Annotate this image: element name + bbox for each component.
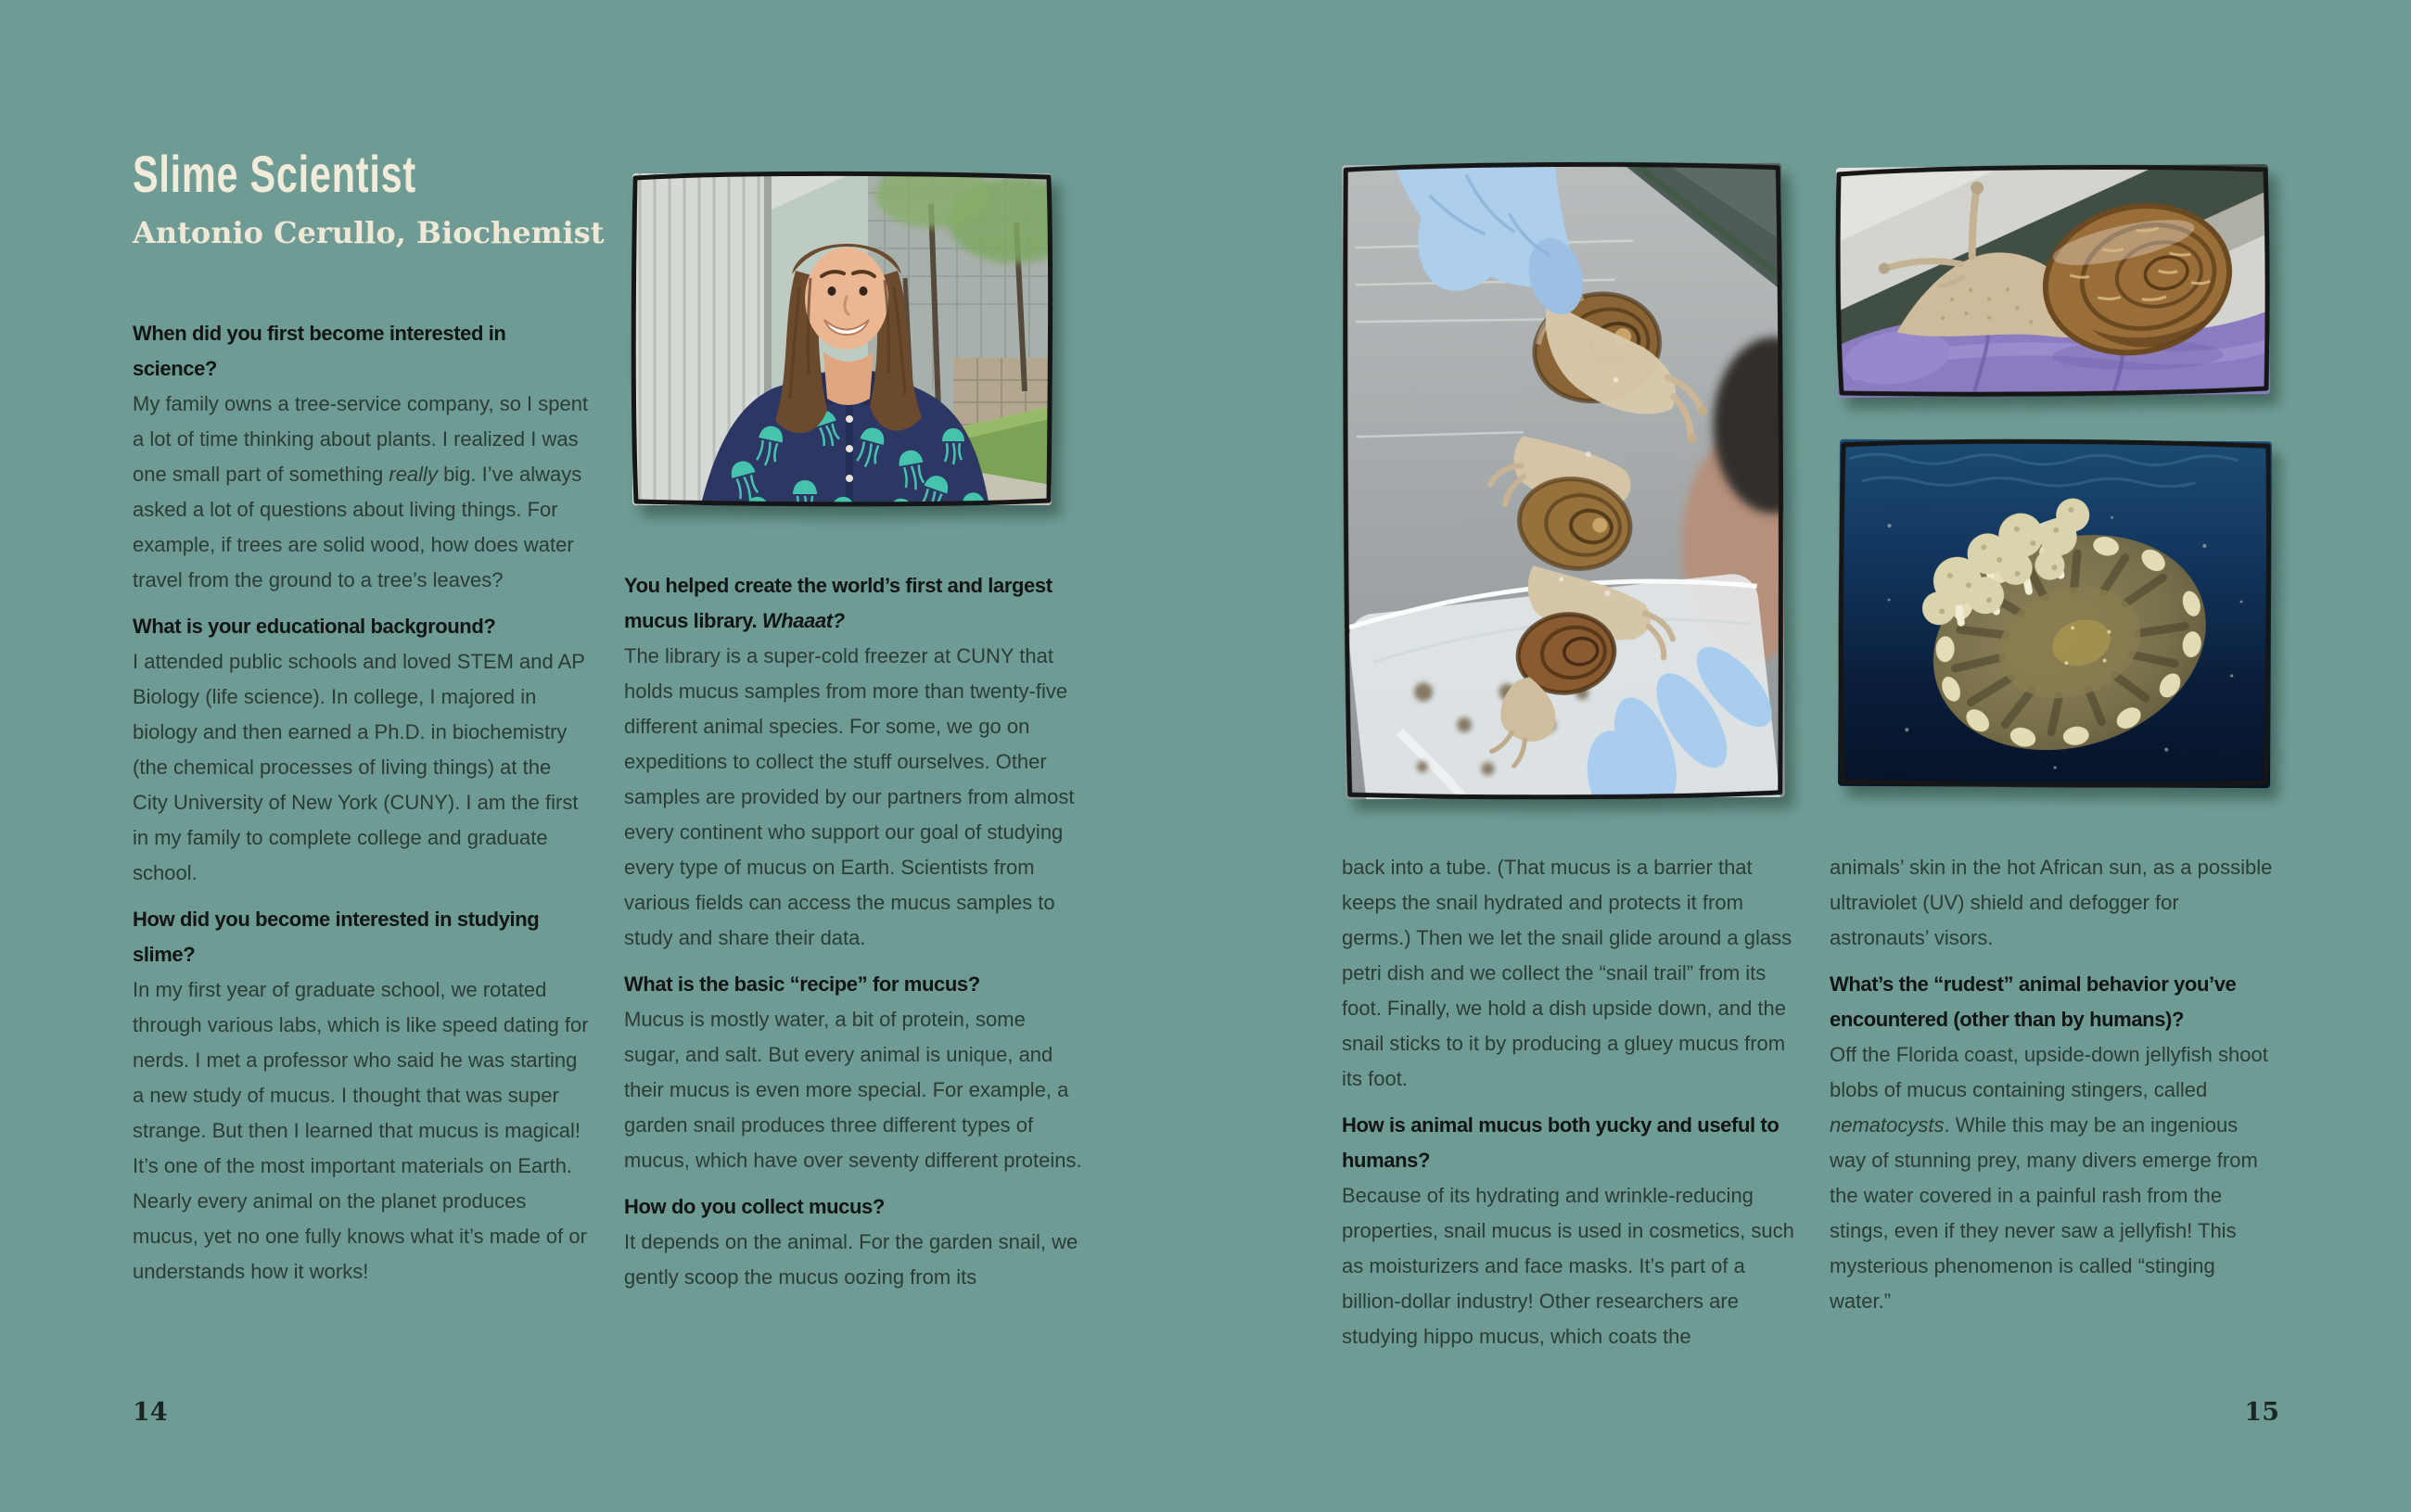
question: How is animal mucus both yucky and useful to humans? bbox=[1342, 1113, 1780, 1172]
question-text: You helped create the world’s first and largest mucus library. bbox=[624, 574, 1052, 632]
page-number: 15 bbox=[2244, 1398, 2279, 1427]
answer-continuation: animals’ skin in the hot African sun, as a possible ultraviolet (UV) shield and defogger for astronauts’ visors. bbox=[1830, 856, 2273, 949]
answer: In my first year of graduate school, we rotated through various labs, which is like speed dating for nerds. I met a professor who said he was starting a new study of mucus. I thought that was super strange. But then I learned that mucus is magical! It’s one of the most important materials on Earth. Nearly every animal on the planet produces mucus, yet no one fully knows what it’s made of or understands how it works! bbox=[133, 978, 589, 1283]
answer-italic: nematocysts bbox=[1830, 1113, 1945, 1137]
answer-text: My family owns a tree-service company, so I spent a lot of time thinking about plants. I realized I was one small part of something bbox=[133, 392, 589, 486]
question: What is your educational background? bbox=[133, 615, 496, 638]
question: How did you become interested in studying slime? bbox=[133, 908, 540, 966]
photo-upside-down-jellyfish bbox=[1832, 433, 2277, 799]
photo-snail-on-glove bbox=[1831, 158, 2276, 409]
question: What’s the “rudest” animal behavior you’ve encountered (other than by humans)? bbox=[1830, 972, 2237, 1031]
answer: I attended public schools and loved STEM and AP Biology (life science). In college, I majored in biology and then earned a Ph.D. in biochemistry (the chemical processes of living things) at the City University of New York (CUNY). I am the first in my family to complete college and graduate school. bbox=[133, 650, 585, 884]
answer: Mucus is mostly water, a bit of protein, some sugar, and salt. But every animal is unique, and their mucus is even more special. For example, a garden snail produces three different types of mucus, which have over seventy different proteins. bbox=[624, 1008, 1082, 1172]
answer: Because of its hydrating and wrinkle-reducing properties, snail mucus is used in cosmetics, such as moisturizers and face masks. It’s part of a billion-dollar industry! Other researchers are studying hippo mucus, which coats the bbox=[1342, 1184, 1794, 1348]
snail-on-glove-illustration bbox=[1831, 158, 2276, 404]
answer-continuation: back into a tube. (That mucus is a barrier that keeps the snail hydrated and protects it from germs.) Then we let the snail glide around a glass petri dish and we collect the “snail trail” from its foot. Finally, we hold a dish upside down, and the snail sticks to it by producing a gluey mucus from its foot. bbox=[1342, 856, 1792, 1090]
answer: The library is a super-cold freezer at CUNY that holds mucus samples from more than twenty-five different animal species. For some, we go on expeditions to collect the stuff ourselves. Other samples are provided by our partners from almost every continent who support our goal of studying every type of mucus on Earth. Scientists from various fields can access the mucus samples to study and share their data. bbox=[624, 644, 1075, 949]
page-subtitle: Antonio Cerullo, Biochemist bbox=[133, 215, 605, 250]
answer bbox=[1830, 1037, 2278, 1319]
question-italic: Whaaat? bbox=[761, 609, 845, 632]
page-number: 14 bbox=[133, 1398, 168, 1427]
question bbox=[624, 568, 1082, 639]
answer: It depends on the animal. For the garden snail, we gently scoop the mucus oozing from its bbox=[624, 1230, 1078, 1289]
answer-text: Off the Florida coast, upside-down jellyfish shoot blobs of mucus containing stingers, called bbox=[1830, 1043, 2268, 1101]
photo-antonio-portrait bbox=[627, 167, 1057, 516]
answer-text: . While this may be an ingenious way of stunning prey, many divers emerge from the water covered in a painful rash from the stings, even if they never saw a jellyfish! This mysterious phenomenon is called “stinging water.” bbox=[1830, 1113, 2258, 1313]
article-header bbox=[133, 146, 689, 250]
question: How do you collect mucus? bbox=[624, 1195, 885, 1218]
text-column-1 bbox=[133, 316, 589, 1290]
text-column-2 bbox=[624, 568, 1082, 1295]
photo-snail-chain bbox=[1336, 157, 1791, 811]
snail-chain-illustration bbox=[1336, 157, 1791, 807]
answer-text: big. I’ve always asked a lot of questions about living things. For example, if trees are solid wood, how does water travel from the ground to a tree’s leaves? bbox=[133, 463, 582, 591]
jellyfish-illustration bbox=[1832, 433, 2277, 794]
answer-italic: really bbox=[389, 463, 438, 486]
question: What is the basic “recipe” for mucus? bbox=[624, 972, 980, 996]
text-column-4 bbox=[1830, 850, 2278, 1319]
portrait-illustration bbox=[627, 167, 1057, 512]
page-title: Slime Scientist bbox=[133, 145, 416, 203]
text-column-3 bbox=[1342, 850, 1796, 1354]
question: When did you first become interested in science? bbox=[133, 322, 506, 380]
answer bbox=[133, 387, 589, 598]
